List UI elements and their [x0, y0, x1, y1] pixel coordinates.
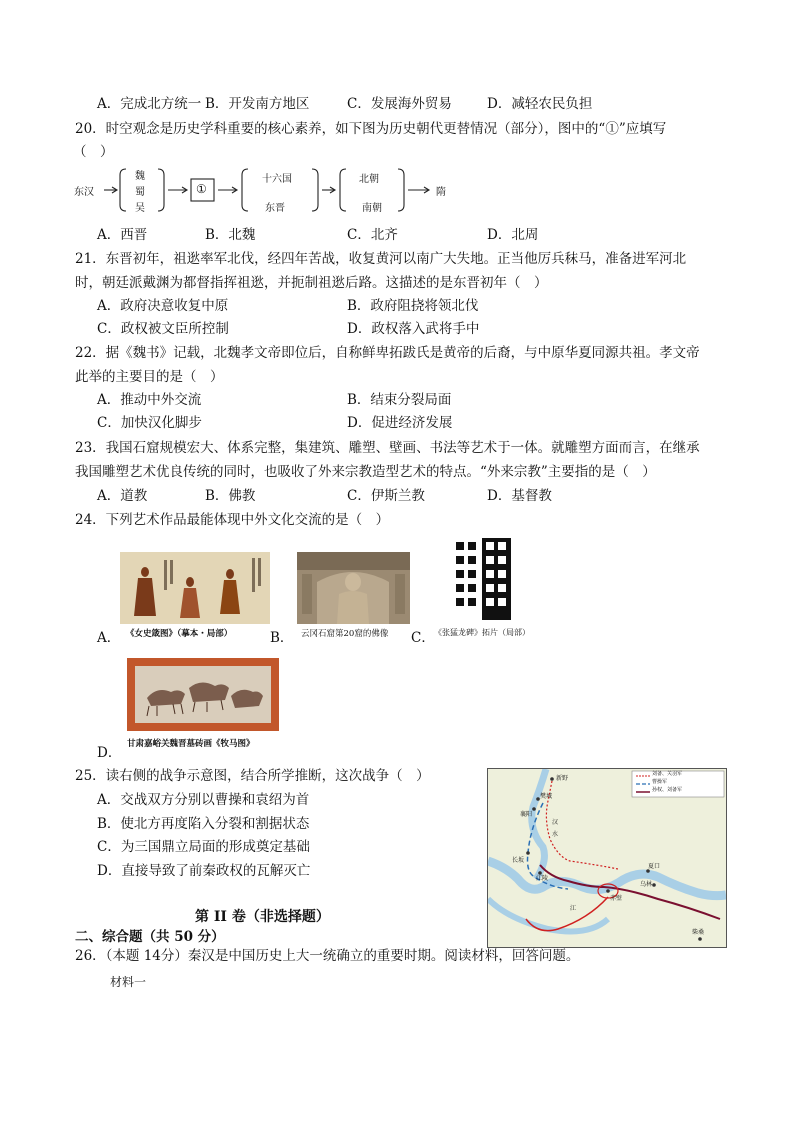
map-river-jiang: 江	[570, 905, 577, 912]
q20-answer-paren: （ ）	[73, 144, 114, 160]
q21-stem-line2: 时，朝廷派戴渊为都督指挥祖逖，并扼制祖逖后路。这描述的是东晋初年（ ）	[75, 275, 548, 291]
caption-admonitions: 《女史箴图》（摹本・局部）	[126, 629, 233, 639]
map-place-chaisang: 柴桑	[692, 929, 705, 936]
map-legend-cao: 曹操军	[652, 779, 668, 785]
q23-stem-line1: 23．我国石窟规模宏大、体系完整，集建筑、雕塑、壁画、书法等艺术于一体。就雕塑方面而言，在继承	[75, 440, 700, 456]
q24-letter-c: C．	[411, 630, 435, 646]
herding-horses-brick-painting-image	[127, 658, 279, 731]
q25-stem: 25．读右侧的战争示意图，结合所学推断，这次战争（ ）	[75, 768, 430, 784]
q26-material-label: 材料一	[110, 975, 147, 989]
zhang-menglong-stele-rubbing-image	[453, 538, 511, 620]
q20-option-d: D．北周	[487, 227, 539, 243]
q20-option-b: B．北魏	[205, 227, 256, 243]
q26-stem: 26．（本题 14分）秦汉是中国历史上大一统确立的重要时期。阅读材料，回答问题。	[75, 948, 580, 964]
q21-option-a: A．政府决意收复中原	[97, 298, 229, 314]
q20-option-c: C．北齐	[347, 227, 398, 243]
diagram-start-label: 东汉	[74, 187, 94, 198]
q19-option-a: A．完成北方统一	[97, 96, 202, 112]
q23-option-a: A．道教	[97, 488, 148, 504]
map-place-chibi: 赤壁	[610, 895, 623, 902]
map-place-xinye: 新野	[556, 775, 569, 782]
q24-stem: 24．下列艺术作品最能体现中外文化交流的是（ ）	[75, 512, 390, 528]
q22-stem-line1: 22．据《魏书》记载，北魏孝文帝即位后，自称鲜卑拓跋氏是黄帝的后裔，与中原华夏同源共祖。孝文帝	[75, 345, 700, 361]
section2-title: 第 II 卷（非选择题）	[195, 909, 330, 925]
diagram-end-label: 隋	[436, 187, 446, 198]
q22-option-c: C．加快汉化脚步	[97, 415, 202, 431]
q22-stem-line2: 此举的主要目的是（ ）	[75, 369, 224, 385]
battle-map	[487, 768, 727, 948]
q20-stem: 20．时空观念是历史学科重要的核心素养，如下图为历史朝代更替情况（部分），图中的“①”应填写	[75, 121, 667, 137]
q23-option-b: B．佛教	[205, 488, 256, 504]
map-place-xiakou: 夏口	[648, 863, 661, 870]
caption-yungang: 云冈石窟第20窟的佛像	[301, 629, 389, 639]
map-river-shui: 水	[552, 831, 559, 838]
map-place-xiangyang: 襄阳	[520, 811, 533, 818]
q25-option-c: C．为三国鼎立局面的形成奠定基础	[97, 839, 310, 855]
q19-option-c: C．发展海外贸易	[347, 96, 452, 112]
painting-admonitions-image	[120, 552, 270, 624]
caption-herding-horses: 甘肃嘉峪关魏晋墓砖画《牧马图》	[127, 739, 255, 749]
diagram-northern-dynasties: 北朝	[359, 174, 379, 185]
q23-option-d: D．基督教	[487, 488, 552, 504]
q20-option-a: A．西晋	[97, 227, 148, 243]
q22-option-d: D．促进经济发展	[347, 415, 453, 431]
map-place-fancheng: 樊城	[540, 793, 553, 800]
diagram-southern-dynasties: 南朝	[362, 203, 382, 214]
map-place-jiangling: 江陵	[536, 875, 549, 882]
map-place-wulin: 乌林	[640, 881, 653, 888]
diagram-wei: 魏	[135, 171, 145, 182]
map-place-changban: 长坂	[512, 857, 525, 864]
q24-letter-b: B．	[270, 630, 294, 646]
yungang-buddha-image	[297, 552, 410, 624]
map-river-han: 汉	[552, 819, 559, 826]
q22-option-a: A．推动中外交流	[97, 392, 202, 408]
q19-option-b: B．开发南方地区	[205, 96, 310, 112]
q21-option-b: B．政府阻挠将领北伐	[347, 298, 479, 314]
caption-zhang-menglong: 《张猛龙碑》拓片（局部）	[434, 628, 530, 637]
section2-heading: 二、综合题（共 50 分）	[75, 929, 225, 945]
q21-option-c: C．政权被文臣所控制	[97, 321, 229, 337]
q21-option-d: D．政权落入武将手中	[347, 321, 480, 337]
diagram-sixteen-kingdoms: 十六国	[262, 174, 292, 185]
q25-option-d: D．直接导致了前秦政权的瓦解灭亡	[97, 863, 311, 879]
diagram-box-label: ①	[196, 182, 207, 196]
q19-option-d: D．减轻农民负担	[487, 96, 593, 112]
q22-option-b: B．结束分裂局面	[347, 392, 452, 408]
map-legend-sun-liu: 孙权、刘备军	[652, 787, 683, 793]
diagram-eastern-jin: 东晋	[265, 203, 285, 214]
q23-option-c: C．伊斯兰教	[347, 488, 425, 504]
q23-stem-line2: 我国雕塑艺术优良传统的同时，也吸收了外来宗教造型艺术的特点。“外来宗教”主要指的是（ ）	[75, 464, 656, 480]
diagram-shu: 蜀	[135, 187, 145, 198]
diagram-wu: 吴	[135, 203, 145, 214]
map-legend-liu-guan: 刘备、关羽军	[652, 771, 683, 777]
q25-option-b: B．使北方再度陷入分裂和割据状态	[97, 816, 310, 832]
q24-letter-d: D．	[97, 745, 122, 761]
q21-stem-line1: 21．东晋初年，祖逖率军北伐，经四年苦战，收复黄河以南广大失地。正当他厉兵秣马，准备进军河北	[75, 251, 687, 267]
q24-letter-a: A．	[97, 630, 121, 646]
q25-option-a: A．交战双方分别以曹操和袁绍为首	[97, 792, 310, 808]
dynasty-diagram	[72, 165, 472, 220]
